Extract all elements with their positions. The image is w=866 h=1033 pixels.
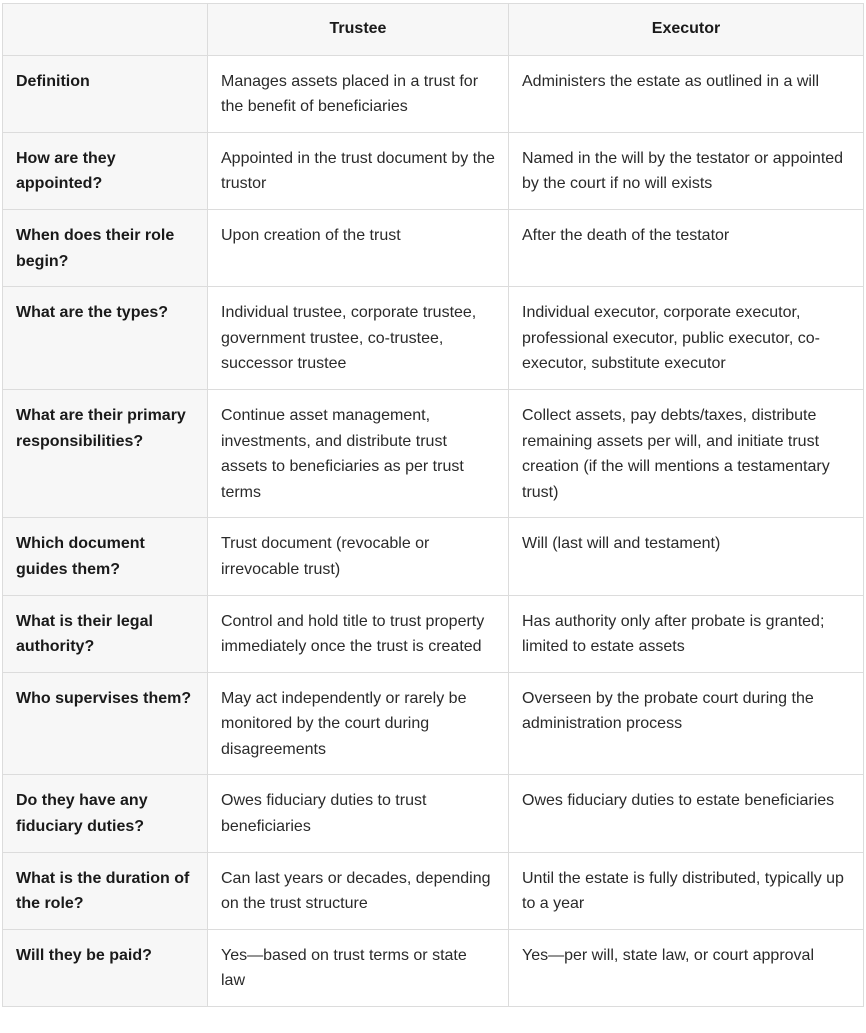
executor-cell: Owes fiduciary duties to estate beneficiaries: [509, 775, 864, 852]
table-row: [3, 775, 864, 852]
executor-cell: Administers the estate as outlined in a will: [509, 55, 864, 132]
header-executor: Executor: [509, 4, 864, 56]
trustee-cell: Yes—based on trust terms or state law: [208, 929, 509, 1006]
trustee-cell: May act independently or rarely be monitored by the court during disagreements: [208, 672, 509, 775]
executor-cell: After the death of the testator: [509, 209, 864, 286]
trustee-cell: Appointed in the trust document by the trustor: [208, 132, 509, 209]
executor-cell: Will (last will and testament): [509, 518, 864, 595]
table-row: [3, 929, 864, 1006]
row-label: Do they have any fiduciary duties?: [3, 775, 208, 852]
executor-cell: Collect assets, pay debts/taxes, distribute remaining assets per will, and initiate trust creation (if the will mentions a testamentary trust): [509, 389, 864, 517]
trustee-cell: Trust document (revocable or irrevocable trust): [208, 518, 509, 595]
table-row: [3, 389, 864, 517]
table-row: [3, 672, 864, 775]
executor-cell: Has authority only after probate is granted; limited to estate assets: [509, 595, 864, 672]
row-label: What is their legal authority?: [3, 595, 208, 672]
table-row: [3, 55, 864, 132]
row-label: What are their primary responsibilities?: [3, 389, 208, 517]
executor-cell: Overseen by the probate court during the administration process: [509, 672, 864, 775]
trustee-cell: Continue asset management, investments, and distribute trust assets to beneficiaries as per trust terms: [208, 389, 509, 517]
row-label: What are the types?: [3, 287, 208, 390]
table-row: [3, 518, 864, 595]
row-label: Will they be paid?: [3, 929, 208, 1006]
row-label: When does their role begin?: [3, 209, 208, 286]
row-label: What is the duration of the role?: [3, 852, 208, 929]
trustee-cell: Owes fiduciary duties to trust beneficiaries: [208, 775, 509, 852]
executor-cell: Until the estate is fully distributed, typically up to a year: [509, 852, 864, 929]
row-label: Which document guides them?: [3, 518, 208, 595]
executor-cell: Yes—per will, state law, or court approval: [509, 929, 864, 1006]
trustee-cell: Upon creation of the trust: [208, 209, 509, 286]
header-row: [3, 4, 864, 56]
executor-cell: Individual executor, corporate executor, professional executor, public executor, co-executor, substitute executor: [509, 287, 864, 390]
executor-cell: Named in the will by the testator or appointed by the court if no will exists: [509, 132, 864, 209]
trustee-cell: Control and hold title to trust property immediately once the trust is created: [208, 595, 509, 672]
row-label: Definition: [3, 55, 208, 132]
comparison-table-wrapper: [2, 3, 863, 1007]
row-label: Who supervises them?: [3, 672, 208, 775]
table-row: [3, 132, 864, 209]
trustee-cell: Individual trustee, corporate trustee, government trustee, co-trustee, successor trustee: [208, 287, 509, 390]
table-row: [3, 287, 864, 390]
trustee-executor-comparison-table: [2, 3, 864, 1007]
header-trustee: Trustee: [208, 4, 509, 56]
header-corner-cell: [3, 4, 208, 56]
trustee-cell: Can last years or decades, depending on the trust structure: [208, 852, 509, 929]
table-row: [3, 595, 864, 672]
table-row: [3, 209, 864, 286]
trustee-cell: Manages assets placed in a trust for the benefit of beneficiaries: [208, 55, 509, 132]
row-label: How are they appointed?: [3, 132, 208, 209]
table-row: [3, 852, 864, 929]
